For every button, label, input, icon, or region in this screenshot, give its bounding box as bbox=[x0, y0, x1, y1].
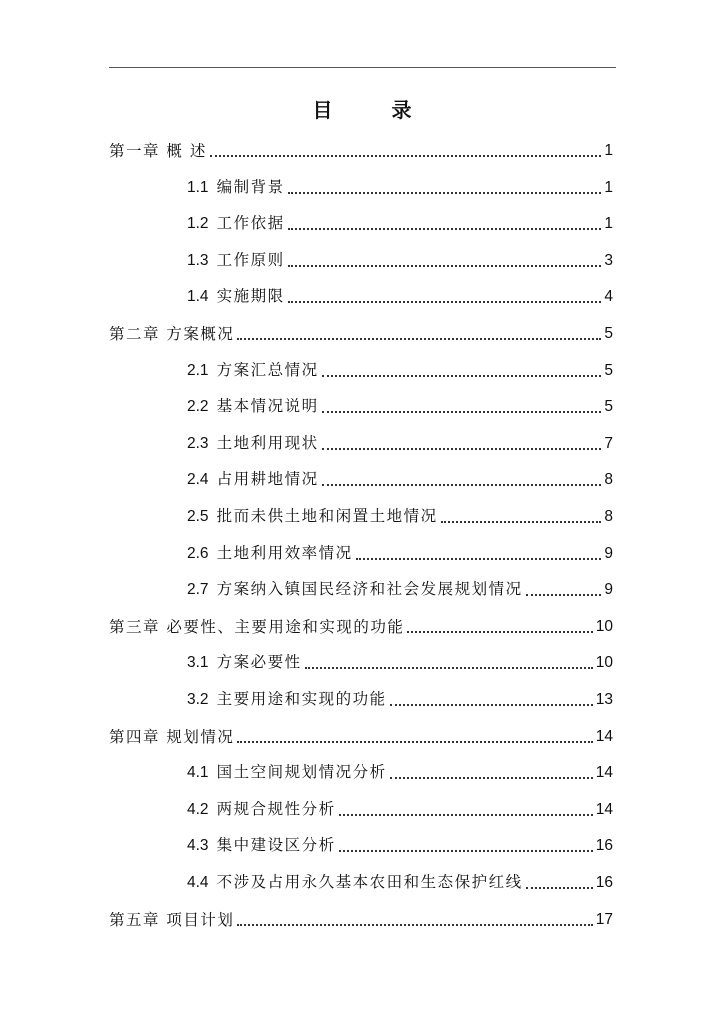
toc-section-entry[interactable] bbox=[0, 867, 724, 893]
toc-entry-label bbox=[109, 910, 234, 930]
toc-entry-label bbox=[187, 652, 302, 673]
toc-section-number: 1.2 bbox=[187, 215, 209, 233]
toc-entry-text: 方案汇总情况 bbox=[216, 360, 319, 379]
toc-section-number: 4.1 bbox=[187, 764, 209, 782]
toc-section-entry[interactable] bbox=[0, 538, 724, 564]
dot-leader bbox=[339, 850, 593, 852]
toc-entry-label bbox=[187, 689, 387, 710]
toc-entry-text: 第三章 必要性、主要用途和实现的功能 bbox=[109, 617, 405, 636]
toc-section-number: 4.4 bbox=[187, 874, 209, 891]
toc-section-number: 1.1 bbox=[187, 178, 209, 196]
toc-section-entry[interactable] bbox=[0, 757, 724, 783]
toc-entry-label bbox=[109, 727, 234, 747]
dot-leader bbox=[288, 301, 602, 303]
toc-entry-label bbox=[187, 360, 319, 381]
toc-section-entry[interactable] bbox=[0, 208, 724, 234]
toc-section-entry[interactable] bbox=[0, 684, 724, 710]
dot-leader bbox=[390, 704, 593, 706]
toc-page-number: 13 bbox=[595, 691, 613, 708]
toc-entry-text: 两规合规性分析 bbox=[216, 799, 336, 818]
toc-section-entry[interactable] bbox=[0, 647, 724, 673]
toc-section-number: 2.4 bbox=[187, 471, 209, 489]
toc-entry-text: 方案纳入镇国民经济和社会发展规划情况 bbox=[216, 580, 523, 599]
toc-entry-label bbox=[187, 469, 319, 490]
toc-entry-label bbox=[187, 213, 285, 234]
toc-entry-text: 工作依据 bbox=[216, 214, 285, 233]
dot-leader bbox=[322, 375, 602, 377]
toc-section-number: 2.3 bbox=[187, 434, 209, 452]
dot-leader bbox=[356, 558, 602, 560]
toc-entry-text: 土地利用效率情况 bbox=[216, 543, 353, 562]
toc-page-number: 4 bbox=[604, 288, 613, 306]
toc-entry-text: 主要用途和实现的功能 bbox=[216, 690, 387, 708]
toc-page-number: 5 bbox=[604, 325, 613, 342]
dot-leader bbox=[237, 338, 601, 340]
dot-leader bbox=[237, 741, 592, 743]
toc-page-number: 10 bbox=[595, 654, 613, 672]
toc-section-number: 1.4 bbox=[187, 288, 209, 306]
toc-page-number: 8 bbox=[604, 471, 613, 489]
toc-section-number: 1.3 bbox=[187, 251, 209, 269]
toc-chapter-entry[interactable] bbox=[0, 318, 724, 344]
toc-title: 目 录 bbox=[312, 98, 438, 122]
toc-page-number: 14 bbox=[595, 800, 613, 818]
dot-leader bbox=[322, 411, 602, 413]
toc-entry-text: 编制背景 bbox=[216, 177, 285, 196]
toc-section-entry[interactable] bbox=[0, 355, 724, 381]
dot-leader bbox=[288, 228, 602, 230]
toc-page-number: 14 bbox=[595, 764, 613, 782]
toc-page-number: 1 bbox=[604, 178, 613, 196]
toc-entry-label bbox=[187, 799, 336, 820]
dot-leader bbox=[407, 631, 592, 633]
toc-section-entry[interactable] bbox=[0, 830, 724, 856]
toc-page-number: 1 bbox=[604, 142, 613, 159]
toc-chapter-entry[interactable] bbox=[0, 904, 724, 930]
toc-page-number: 16 bbox=[595, 874, 613, 891]
toc-page-number: 8 bbox=[604, 508, 613, 525]
toc-entry-text: 基本情况说明 bbox=[216, 397, 319, 416]
toc-page-number: 3 bbox=[604, 251, 613, 269]
toc-entry-text: 工作原则 bbox=[216, 250, 285, 269]
toc-page-number: 5 bbox=[604, 361, 613, 379]
toc-chapter-entry[interactable] bbox=[0, 135, 724, 161]
toc-section-number: 2.7 bbox=[187, 581, 209, 599]
toc-section-number: 2.1 bbox=[187, 361, 209, 379]
toc-entry-label bbox=[187, 835, 336, 856]
toc-page-number: 17 bbox=[595, 910, 613, 928]
toc-chapter-entry[interactable] bbox=[0, 611, 724, 637]
toc-section-entry[interactable] bbox=[0, 172, 724, 198]
toc-section-number: 3.1 bbox=[187, 654, 209, 672]
toc-page-number: 14 bbox=[595, 727, 613, 745]
dot-leader bbox=[210, 155, 602, 157]
toc-section-entry[interactable] bbox=[0, 391, 724, 417]
toc-section-number: 2.5 bbox=[187, 508, 209, 525]
toc-page-number: 1 bbox=[604, 215, 613, 233]
toc-entry-text: 集中建设区分析 bbox=[216, 836, 336, 855]
dot-leader bbox=[288, 192, 602, 194]
dot-leader bbox=[526, 594, 602, 596]
dot-leader bbox=[390, 777, 593, 779]
toc-section-entry[interactable] bbox=[0, 794, 724, 820]
toc-chapter-entry[interactable] bbox=[0, 721, 724, 747]
toc-entry-text: 第四章 规划情况 bbox=[109, 727, 235, 746]
toc-section-number: 2.2 bbox=[187, 398, 209, 416]
toc-entry-text: 第一章 概 述 bbox=[109, 142, 207, 160]
toc-entry-text: 不涉及占用永久基本农田和生态保护红线 bbox=[216, 873, 523, 891]
dot-leader bbox=[339, 814, 593, 816]
toc-entry-label bbox=[109, 141, 207, 161]
toc-page-number: 16 bbox=[595, 837, 613, 855]
toc-page-number: 10 bbox=[595, 617, 613, 635]
toc-page-number: 7 bbox=[604, 434, 613, 452]
dot-leader bbox=[322, 448, 602, 450]
toc-page-number: 5 bbox=[604, 398, 613, 416]
toc-entry-label bbox=[187, 396, 319, 417]
toc-entry-label bbox=[187, 250, 285, 271]
toc-section-entry[interactable] bbox=[0, 281, 724, 307]
toc-entry-label bbox=[187, 433, 319, 454]
toc-entry-text: 批而未供土地和闲置土地情况 bbox=[216, 507, 438, 525]
toc-entry-text: 土地利用现状 bbox=[216, 433, 319, 452]
toc-section-number: 3.2 bbox=[187, 691, 209, 708]
toc-entry-text: 第五章 项目计划 bbox=[109, 910, 235, 929]
toc-section-entry[interactable] bbox=[0, 245, 724, 271]
toc-page-number: 9 bbox=[604, 581, 613, 599]
toc-section-entry[interactable] bbox=[0, 428, 724, 454]
toc-entry-label bbox=[109, 617, 404, 637]
toc-section-entry[interactable] bbox=[0, 464, 724, 490]
toc-section-number: 4.2 bbox=[187, 800, 209, 818]
toc-page-number: 9 bbox=[604, 544, 613, 562]
toc-entry-text: 占用耕地情况 bbox=[216, 470, 319, 489]
toc-entry-text: 第二章 方案概况 bbox=[109, 325, 235, 343]
toc-section-entry[interactable] bbox=[0, 574, 724, 600]
toc-entry-label bbox=[187, 543, 353, 564]
dot-leader bbox=[237, 924, 592, 926]
toc-entry-text: 国土空间规划情况分析 bbox=[216, 763, 387, 782]
dot-leader bbox=[441, 521, 602, 523]
dot-leader bbox=[288, 265, 602, 267]
dot-leader bbox=[305, 667, 593, 669]
toc-entry-text: 方案必要性 bbox=[216, 653, 302, 672]
toc-section-number: 4.3 bbox=[187, 837, 209, 855]
toc-entry-label bbox=[187, 177, 285, 198]
toc-entry-label bbox=[187, 579, 523, 600]
toc-entry-label bbox=[187, 506, 438, 527]
dot-leader bbox=[322, 484, 602, 486]
toc-entry-text: 实施期限 bbox=[216, 287, 285, 306]
toc-entry-label bbox=[109, 324, 234, 344]
toc-entry-label bbox=[187, 872, 523, 893]
dot-leader bbox=[526, 887, 593, 889]
toc-section-entry[interactable] bbox=[0, 501, 724, 527]
toc-section-number: 2.6 bbox=[187, 544, 209, 562]
toc-entry-label bbox=[187, 286, 285, 307]
toc-entry-label bbox=[187, 762, 387, 783]
